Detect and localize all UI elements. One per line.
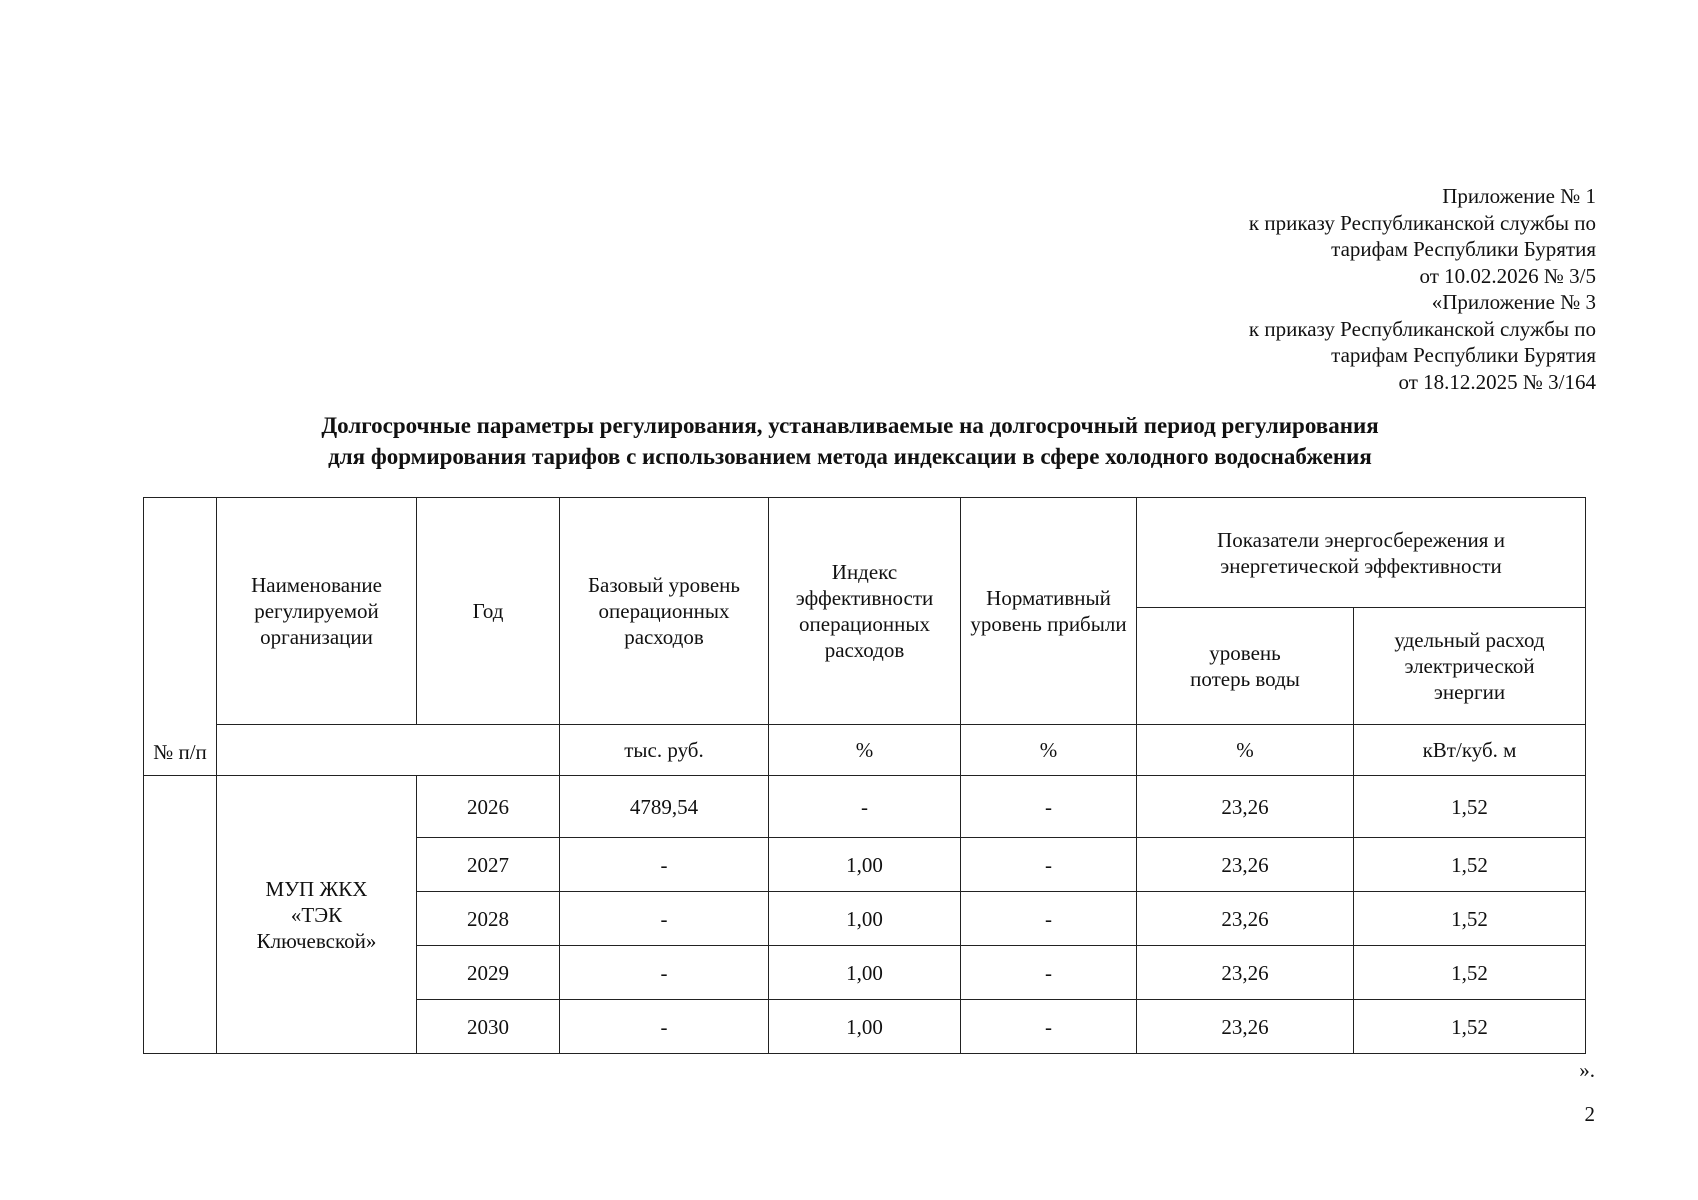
page-number: 2 <box>1584 1102 1595 1126</box>
cell-year: 2028 <box>417 892 560 946</box>
unit-base-opex: тыс. руб. <box>560 725 769 776</box>
document-title <box>110 410 1590 472</box>
units-empty <box>217 725 560 776</box>
header-efficiency-index: Индекс эффективности операционных расходов <box>769 498 961 725</box>
num-cell-blank <box>144 892 217 946</box>
annex-line: к приказу Республиканской службы по <box>1248 316 1596 341</box>
cell-profit-level: - <box>961 892 1137 946</box>
cell-efficiency-index: 1,00 <box>769 1000 961 1054</box>
cell-profit-level: - <box>961 1000 1137 1054</box>
annex-line: тарифам Республики Бурятия <box>1331 343 1596 367</box>
annex-header <box>1249 183 1596 395</box>
cell-electricity-consumption: 1,52 <box>1354 946 1586 1000</box>
cell-efficiency-index: 1,00 <box>769 838 961 892</box>
cell-water-losses: 23,26 <box>1137 838 1354 892</box>
organization-name: МУП ЖКХ «ТЭК Ключевской» <box>217 776 417 1054</box>
cell-water-losses: 23,26 <box>1137 946 1354 1000</box>
annex-line: «Приложение № 3 <box>1431 290 1596 314</box>
cell-efficiency-index: - <box>769 776 961 838</box>
cell-electricity-consumption: 1,52 <box>1354 776 1586 838</box>
annex-line: тарифам Республики Бурятия <box>1331 237 1596 261</box>
unit-profit-level: % <box>961 725 1137 776</box>
annex-line: от 10.02.2026 № 3/5 <box>1419 263 1596 288</box>
cell-electricity-consumption: 1,52 <box>1354 1000 1586 1054</box>
table-row <box>144 776 1586 838</box>
cell-efficiency-index: 1,00 <box>769 892 961 946</box>
cell-water-losses: 23,26 <box>1137 892 1354 946</box>
cell-water-losses: 23,26 <box>1137 1000 1354 1054</box>
title-line-1: Долгосрочные параметры регулирования, устанавливаемые на долгосрочный период регулирования <box>321 413 1379 438</box>
header-organization: Наименование регулируемой организации <box>217 498 417 725</box>
num-cell-blank <box>144 838 217 892</box>
cell-base-opex: - <box>560 1000 769 1054</box>
units-row <box>144 725 1586 776</box>
cell-electricity-consumption: 1,52 <box>1354 838 1586 892</box>
cell-profit-level: - <box>961 838 1137 892</box>
cell-profit-level: - <box>961 776 1137 838</box>
parameters-table <box>143 497 1586 1054</box>
annex-line: Приложение № 1 <box>1442 184 1596 208</box>
cell-base-opex: - <box>560 838 769 892</box>
annex-line: к приказу Республиканской службы по <box>1248 210 1596 235</box>
num-cell-blank <box>144 946 217 1000</box>
num-cell-blank <box>144 776 217 838</box>
header-water-losses: уровень потерь воды <box>1137 608 1354 725</box>
header-base-opex: Базовый уровень операционных расходов <box>560 498 769 725</box>
cell-base-opex: - <box>560 946 769 1000</box>
cell-base-opex: - <box>560 892 769 946</box>
unit-electricity-consumption: кВт/куб. м <box>1354 725 1586 776</box>
cell-water-losses: 23,26 <box>1137 776 1354 838</box>
cell-electricity-consumption: 1,52 <box>1354 892 1586 946</box>
cell-efficiency-index: 1,00 <box>769 946 961 1000</box>
cell-year: 2026 <box>417 776 560 838</box>
annex-line: от 18.12.2025 № 3/164 <box>1398 369 1596 394</box>
title-line-2: для формирования тарифов с использованием метода индексации в сфере холодного водоснабжения <box>328 444 1372 469</box>
header-row-1 <box>144 498 1586 608</box>
cell-profit-level: - <box>961 946 1137 1000</box>
num-cell-blank <box>144 1000 217 1054</box>
closing-quote-mark: ». <box>1579 1058 1595 1082</box>
unit-efficiency-index: % <box>769 725 961 776</box>
header-energy-group: Показатели энергосбережения и энергетической эффективности <box>1137 498 1586 608</box>
cell-year: 2029 <box>417 946 560 1000</box>
unit-water-losses: % <box>1137 725 1354 776</box>
cell-base-opex: 4789,54 <box>560 776 769 838</box>
header-profit-level: Нормативный уровень прибыли <box>961 498 1137 725</box>
header-num: № п/п <box>144 498 217 776</box>
header-electricity-consumption: удельный расход электрической энергии <box>1354 608 1586 725</box>
cell-year: 2030 <box>417 1000 560 1054</box>
header-year: Год <box>417 498 560 725</box>
cell-year: 2027 <box>417 838 560 892</box>
